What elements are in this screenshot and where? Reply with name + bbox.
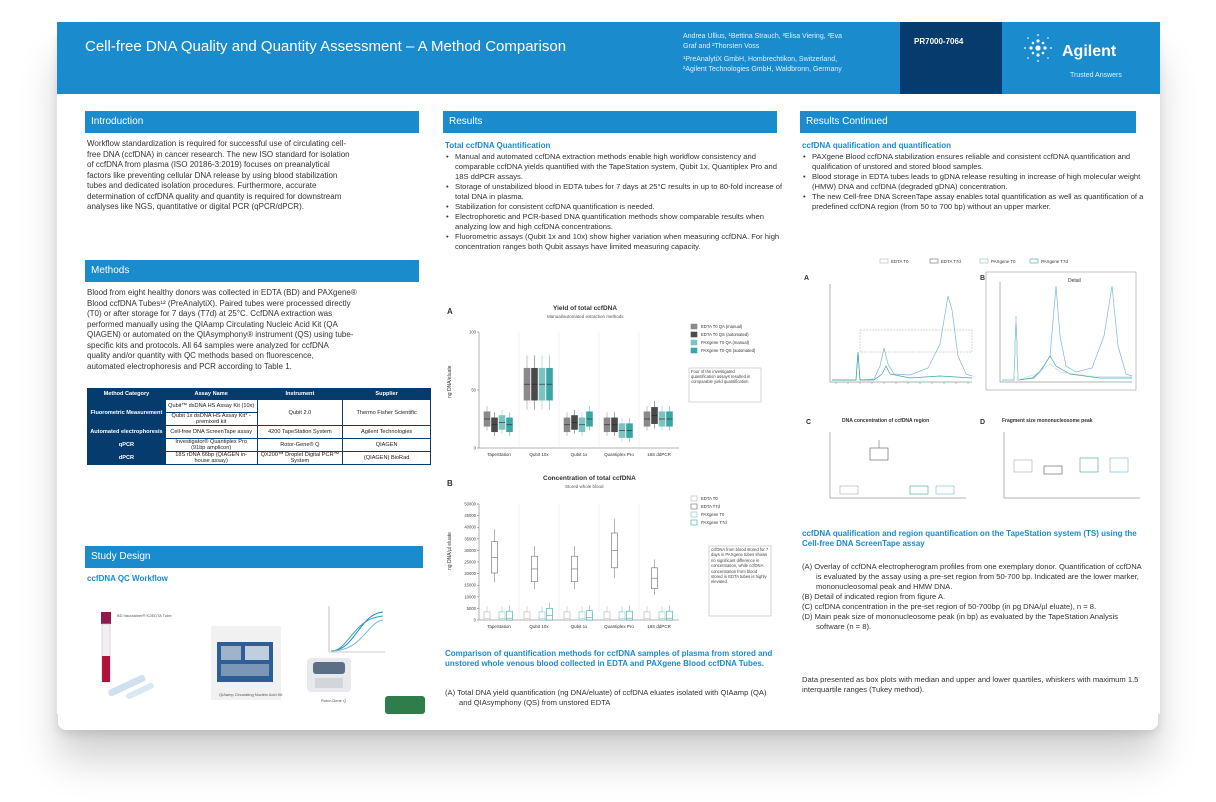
x-tick-label: Qubit 1x	[570, 624, 588, 629]
legend-swatch	[980, 259, 988, 263]
table-cell: Automated electrophoresis	[88, 426, 166, 439]
legend-label: EDTA T0 QS (automated)	[701, 332, 749, 337]
methods-line: quality and/or quantity with QC methods based on fluorescence,	[87, 351, 314, 360]
legend-label: PAXgene T0	[701, 512, 725, 517]
authors-line: Graf and ²Thorsten Voss	[683, 43, 760, 50]
x-tick-label: Quantiplex Pro	[604, 624, 634, 629]
section-methods: Methods	[85, 260, 419, 282]
methods-table	[87, 388, 431, 465]
legend-label: PAXgene T0 QA (manual)	[701, 340, 750, 345]
section-introduction: Introduction	[85, 111, 419, 133]
legend-swatch	[930, 259, 938, 263]
table-header: Instrument	[257, 389, 343, 400]
box-mark	[587, 611, 593, 620]
y-tick-label: 25000	[464, 559, 476, 565]
table-cell: QIAGEN	[343, 439, 431, 452]
table-cell: Fluorometric Measurement	[88, 400, 166, 426]
chart-a-title: Yield of total ccfDNA	[553, 305, 618, 312]
methods-line: Blood ccfDNA Tubes¹² (PreAnalytiX). Paired tubes were processed directly	[87, 298, 351, 308]
fig-b-label: B	[980, 275, 986, 282]
kit-label: QIAamp Circulating Nucleic Acid Kit	[219, 692, 283, 697]
table-cell: qPCR	[88, 439, 166, 452]
y-tick-label: 20000	[464, 571, 476, 577]
introduction-line: of ccfDNA from plasma (ISO 20186-3:2019) focuses on preanalytical	[87, 160, 330, 169]
bullet-item: • Fluorometric assays (Qubit 1x and 10x) show higher variation when measuring ccfDNA. For high concentration ranges both Qubit assays have limited measuring capacity.	[445, 232, 785, 252]
box-mark	[507, 611, 513, 620]
x-tick-label: 18S ddPCR	[647, 452, 671, 457]
methods-line: automated electrophoresis and PCR according to Table 1.	[87, 361, 292, 371]
x-tick-label: TapeStation	[487, 452, 511, 457]
affiliation-line: ²Agilent Technologies GmbH, Waldbronn, Germany	[683, 66, 842, 73]
y-tick-label: 5000	[466, 605, 476, 611]
poster-id-box	[900, 22, 1002, 94]
comparison-heading: Comparison of quantification methods for ccfDNA samples of plasma from stored and unstored whole venous blood collected in EDTA and PAXgene Blood ccfDNA Tubes.	[445, 649, 773, 668]
data-footnote: Data presented as box plots with median and upper and lower quartiles, whiskers with maximum 1.5 interquartile ranges (Tukey method).	[802, 675, 1139, 694]
y-tick-label: 0	[473, 617, 476, 623]
y-tick-label: 50	[471, 387, 476, 393]
table-cell: (QIAGEN) BioRad	[343, 452, 431, 465]
introduction-line: factors like preventing cellular DNA release by using blood stabilization	[87, 170, 338, 180]
rotor-gene-image	[307, 658, 351, 692]
kit-image	[211, 626, 281, 700]
table-row	[88, 439, 431, 452]
methods-text	[87, 288, 427, 372]
table-cell: dPCR	[88, 452, 166, 465]
ts-heading: ccfDNA qualification and region quantification on the TapeStation system (TS) using the Cell-free DNA ScreenTape assay	[802, 529, 1137, 548]
table-cell: Qubit 2.0	[257, 400, 343, 426]
introduction-line: free DNA (ccfDNA) in cancer research. The new ISO standard for isolation	[87, 149, 350, 159]
table-row	[88, 426, 431, 439]
x-tick-label: Qubit 10x	[529, 452, 549, 457]
caption-item: (A) Overlay of ccfDNA electropherogram profiles from one exemplary donor. Quantification of ccfDNA is evaluated by the assay using a pre-set region from 50-700 bp. Indicated are the lower marker, mononucleosomal peak and HMW DNA.	[802, 562, 1142, 591]
table-row	[88, 452, 431, 465]
x-tick-label: TapeStation	[487, 624, 511, 629]
section-study-design: Study Design	[85, 546, 423, 568]
brand-name: Agilent	[1062, 43, 1117, 60]
blood-tube-image	[101, 612, 111, 682]
y-tick-label: 35000	[464, 536, 476, 542]
table-cell: Agilent Technologies	[343, 426, 431, 439]
introduction-line: Workflow standardization is required for successful use of circulating cell-	[87, 139, 347, 148]
y-tick-label: 45000	[464, 513, 476, 519]
table-header: Assay Name	[165, 389, 257, 400]
legend-swatch	[691, 504, 697, 509]
chart-a-subtitle: Manual/automated extraction methods	[547, 314, 624, 319]
bullet-item: • Blood storage in EDTA tubes leads to gDNA release resulting in increase of high molecular weight (HMW) DNA and ccfDNA (degraded gDNA) concentration.	[802, 172, 1144, 192]
legend-swatch	[880, 259, 888, 263]
legend-label: EDTA T0	[701, 496, 718, 501]
results2-subheading: ccfDNA qualification and quantification	[802, 141, 952, 150]
panel-c	[830, 432, 966, 498]
results2-captions	[802, 562, 1142, 632]
fig-c-label: C	[806, 419, 812, 426]
legend-label: EDTA T7d	[701, 504, 720, 509]
introduction-text	[87, 139, 427, 213]
legend-swatch	[1030, 259, 1038, 263]
electropherogram-figure	[800, 256, 1152, 406]
methods-line: (T0) or after storage for 7 days (T7d) at 25°C. CcfDNA extraction was	[87, 309, 333, 318]
legend-label: PAXgene T7d	[701, 520, 727, 525]
table-header: Supplier	[343, 389, 431, 400]
methods-line: performed manually using the QIAamp Circulating Nucleic Acid Kit (QA	[87, 319, 338, 329]
table-row	[88, 400, 431, 413]
bullet-item: • The new Cell-free DNA ScreenTape assay enables total quantification as well as quantification of a predefined ccfDNA region (from 50 to 700 bp) without an upper marker.	[802, 192, 1144, 212]
cartridge-image	[385, 696, 425, 714]
y-tick-label: 0	[473, 445, 476, 451]
electropherogram-panel-a	[830, 284, 972, 384]
legend-label: EDTA T0 QA (manual)	[701, 324, 743, 329]
panel-d	[1004, 432, 1140, 498]
table-cell: Rotor-Gene® Q	[257, 439, 343, 452]
brand-tagline: Trusted Answers	[1070, 72, 1122, 79]
legend-swatch	[691, 520, 697, 525]
box-mark	[667, 611, 673, 620]
poster-id: PR7000-7064	[914, 37, 964, 46]
legend-label: EDTA T7d	[941, 259, 961, 264]
legend-swatch	[691, 332, 697, 337]
y-tick-label: 40000	[464, 524, 476, 530]
legend-swatch	[691, 348, 697, 353]
box-panels-c-d	[800, 412, 1152, 522]
workflow-illustration	[85, 602, 425, 714]
box-mark	[627, 611, 633, 620]
x-tick-label: Qubit 10x	[529, 624, 549, 629]
table-cell: Qubit 1x dsDNA HS Assay Kit* - premixed kit	[165, 413, 257, 426]
trace-paxgene	[832, 352, 972, 380]
legend-label: PAXgene T0 QS (automated)	[701, 348, 756, 353]
legend-label: PAXgene T7d	[1041, 259, 1068, 264]
chart-a-label: A	[447, 307, 453, 316]
caption-item: (C) ccfDNA concentration in the pre-set region of 50-700bp (in pg DNA/µl eluate), n = 8.	[802, 602, 1097, 611]
fig-d-title: Fragment size mononucleosome peak	[1002, 418, 1093, 424]
affiliation-line: ¹PreAnalytiX GmbH, Hombrechtikon, Switzerland,	[683, 56, 838, 63]
table-header: Method Category	[88, 389, 166, 400]
legend-swatch	[691, 324, 697, 329]
y-tick-label: 15000	[464, 582, 476, 588]
fig-a-label: A	[804, 275, 810, 282]
fig-b-detail: Detail	[1068, 278, 1081, 284]
legend-label: PAXgene T0	[991, 259, 1016, 264]
device-label: Rotor-Gene Q	[321, 698, 347, 703]
legend-swatch	[691, 340, 697, 345]
poster	[57, 22, 1160, 714]
comparison-caption: (A) Total DNA yield quantification (ng DNA/eluate) of ccfDNA eluates isolated with QIAamp (QA) and QIAsymphony (QS) from unstored EDTA	[445, 688, 767, 707]
bullet-item: • Storage of unstabilized blood in EDTA tubes for 7 days at 25°C results in up to 80-fold increase of total DNA in plasma.	[445, 182, 785, 202]
section-results-continued: Results Continued	[800, 111, 1136, 133]
methods-line: specific kits and protocols. All 64 samples were analyzed for ccfDNA	[87, 340, 329, 350]
caption-item: (D) Main peak size of mononucleosome peak (in bp) as evaluated by the TapeStation Analysis software (n = 8).	[802, 612, 1119, 631]
qpcr-curve-image	[329, 606, 385, 652]
table-cell: Thermo Fisher Scientific	[343, 400, 431, 426]
author-block	[683, 32, 893, 75]
fig-c-title: DNA concentration of ccfDNA region	[842, 418, 930, 424]
table-cell: 4200 TapeStation System	[257, 426, 343, 439]
trace-edta-t7d	[832, 296, 972, 380]
poster-title: Cell-free DNA Quality and Quantity Assessment – A Method Comparison	[85, 38, 567, 55]
x-tick-label: 18S ddPCR	[647, 624, 671, 629]
chart-b-label: B	[447, 479, 453, 488]
chart-b-title: Concentration of total ccfDNA	[543, 475, 636, 482]
results-subheading: Total ccfDNA Quantification	[445, 141, 551, 150]
methods-line: Blood from eight healthy donors was collected in EDTA (BD) and PAXgene®	[87, 288, 357, 297]
table-cell: Cell-free DNA ScreenTape assay	[165, 426, 257, 439]
bullet-item: • Electrophoretic and PCR-based DNA quantification methods show comparable results when analyzing low and high ccfDNA concentrations.	[445, 212, 785, 232]
caption-item: (B) Detail of indicated region from figure A.	[802, 592, 946, 601]
pipette-image	[107, 674, 155, 700]
methods-line: QIAGEN) or automated on the QIAsymphony® instrument (QS) using tube-	[87, 330, 354, 339]
results-bullets	[445, 152, 785, 252]
table-cell: QX200™ Droplet Digital PCR™ System	[257, 452, 343, 465]
poster-header	[57, 22, 1160, 94]
chart-total-ccfdna-concentration	[443, 470, 779, 640]
authors-line: Andrea Ullius, ¹Bettina Strauch, ²Elisa Viering, ²Eva	[683, 33, 842, 40]
legend-swatch	[691, 496, 697, 501]
fig-d-label: D	[980, 419, 986, 426]
introduction-line: analyses like NGS, quantitative or digital PCR (qPCR/dPCR).	[87, 202, 304, 211]
introduction-line: determination of ccfDNA quality and quantity is required for downstream	[87, 191, 342, 201]
chart-a-note: Four of the investigated quantification assays resulted in comparable yield quantification	[691, 369, 751, 385]
y-tick-label: 10000	[464, 594, 476, 600]
y-tick-label: 100	[469, 329, 476, 335]
bullet-item: • PAXgene Blood ccfDNA stabilization ensures reliable and consistent ccfDNA quantification and qualification of unstored and stored blood samples.	[802, 152, 1144, 172]
tube-label: BD Vacutainer® K2EDTA Tube	[117, 613, 172, 618]
bullet-item: • Manual and automated ccfDNA extraction methods enable high workflow consistency and comparable ccfDNA yields quantified with the TapeStation system, Qubit 1x, Quantiplex Pro and 18S ddPCR assays.	[445, 152, 785, 182]
chart-b-subtitle: Stored whole blood	[565, 484, 604, 489]
y-tick-label: 50000	[464, 501, 476, 507]
electropherogram-panel-b	[986, 272, 1136, 390]
chart-a-ylabel: ng DNA/eluate	[447, 365, 453, 398]
introduction-line: tubes and dedicated isolation procedures. Furthermore, accurate	[87, 181, 317, 190]
table-cell: Qubit™ dsDNA HS Assay Kit (10x)	[165, 400, 257, 413]
bullet-item: • Stabilization for consistent ccfDNA quantification is needed.	[445, 202, 785, 212]
table-cell: 18S rDNA 66bp (QIAGEN in-house assay)	[165, 452, 257, 465]
y-tick-label: 30000	[464, 547, 476, 553]
agilent-logo	[1002, 22, 1160, 94]
study-subheading: ccfDNA QC Workflow	[87, 574, 168, 583]
section-results: Results	[443, 111, 777, 133]
chart-b-note: ccfDNA from blood stored for 7 days in PAXgene tubes shows no significant difference in concentration, while ccfDNA concentration from blood stored in EDTA tubes is highly elevated.	[711, 547, 769, 585]
chart-b-ylabel: ng DNA/µl eluate	[447, 532, 453, 570]
spark-icon	[1022, 32, 1054, 64]
box-mark	[547, 608, 553, 620]
chart-total-ccfdna-yield	[443, 298, 779, 468]
legend-swatch	[691, 512, 697, 517]
x-tick-label: Quantiplex Pro	[604, 452, 634, 457]
results2-bullets	[802, 152, 1144, 212]
table-cell: Investigator® Quantiplex Pro (91bp amplicon)	[165, 439, 257, 452]
table-header-row	[88, 389, 431, 400]
legend-label: EDTA T0	[891, 259, 909, 264]
x-tick-label: Qubit 1x	[570, 452, 588, 457]
